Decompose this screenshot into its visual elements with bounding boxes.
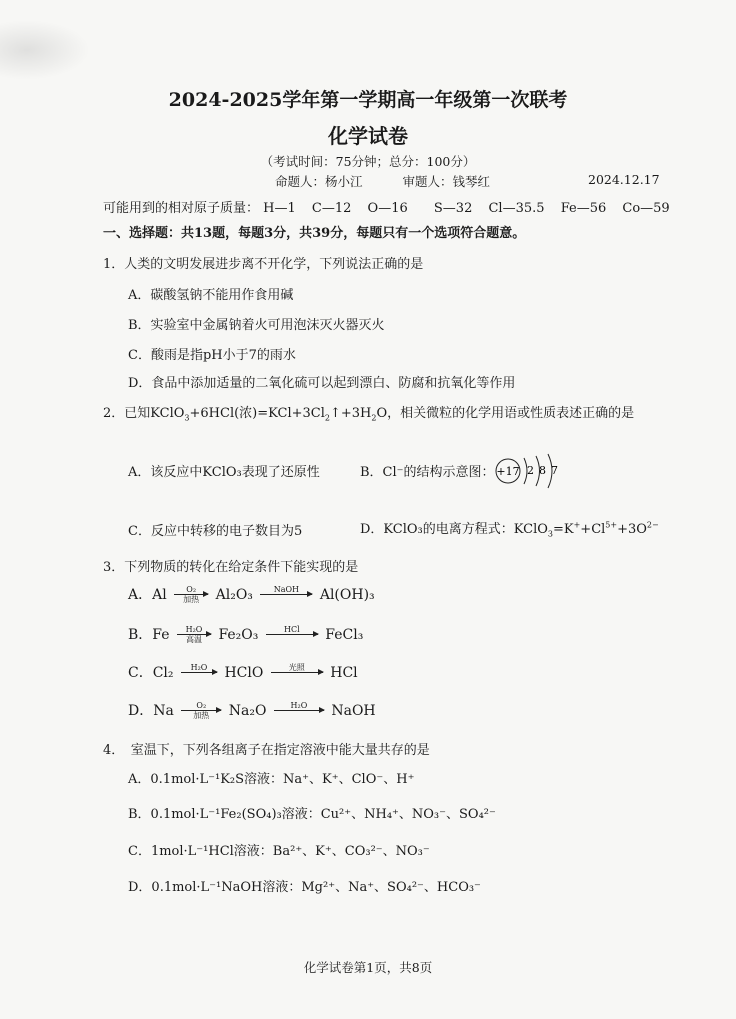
q2-equation: KClO$_3$+6HCl(浓)$=KCl+3Cl_2↑+3H_2O$ <box>150 406 388 423</box>
author-name: 杨小江 <box>325 174 363 189</box>
subject-title: 化学试卷 <box>328 124 408 148</box>
q3-d-arrow1: O₂ 加热 <box>181 701 221 721</box>
q3-a-arrow2: NaOH <box>260 585 312 605</box>
q2-option-d <box>360 518 659 537</box>
q1-option-c: C．酸雨是指pH小于7的雨水 <box>128 348 296 363</box>
q4-option-b: B．0.1mol·L⁻¹Fe₂(SO₄)₃溶液：Cu²⁺、NH₄⁺、NO₃⁻、SO₄²⁻ <box>128 807 496 822</box>
q4-option-a: A．0.1mol·L⁻¹K₂S溶液：Na⁺、K⁺、ClO⁻、H⁺ <box>128 772 415 787</box>
q3-option-a <box>128 584 375 605</box>
q3-d-label: D． <box>128 703 154 719</box>
mass-c: C—12 <box>311 201 352 216</box>
q3-b-label: B． <box>128 627 153 643</box>
q3-c-label: C． <box>128 665 153 681</box>
q4-stem: 4． 室温下，下列各组离子在指定溶液中能大量共存的是 <box>103 743 430 758</box>
q2-option-a: A．该反应中KClO₃表现了还原性 <box>128 465 320 480</box>
mass-h: H—1 <box>263 201 296 216</box>
q3-d-arrow2: H₂O <box>274 701 324 721</box>
q2-option-c: C．反应中转移的电子数目为5 <box>128 524 303 539</box>
q2-option-b: B．Cl⁻的结构示意图： <box>360 465 495 480</box>
reviewer-name: 钱琴红 <box>452 174 491 189</box>
atomic-masses-label: 可能用到的相对原子质量： <box>103 201 260 216</box>
q2-stem <box>103 402 634 421</box>
q2-option-d-prefix: D．KClO₃的电离方程式： <box>360 522 514 537</box>
q3-option-b <box>128 624 363 645</box>
shell-3-electrons: 7 <box>551 464 558 477</box>
atomic-masses <box>103 197 670 216</box>
exam-title: 2024-2025学年第一学期高一年级第一次联考 <box>168 89 568 111</box>
q4-option-c: C．1mol·L⁻¹HCl溶液：Ba²⁺、K⁺、CO₃²⁻、NO₃⁻ <box>128 844 430 859</box>
q3-d-species1: Na <box>153 703 174 719</box>
shell-1-electrons: 2 <box>527 464 534 477</box>
reviewer-label: 审题人： <box>402 174 453 189</box>
q3-c-arrow2: 光照 <box>271 663 323 683</box>
scan-shadow <box>0 20 90 80</box>
q3-option-c <box>128 662 358 683</box>
q3-d-species3: NaOH <box>331 703 376 719</box>
q2-number: 2．已知 <box>103 406 151 421</box>
q3-c-species3: HCl <box>330 665 358 681</box>
mass-cl: Cl—35.5 <box>488 201 545 216</box>
q3-c-arrow1: H₂O <box>181 663 217 683</box>
page-footer: 化学试卷第1页，共8页 <box>303 960 433 975</box>
q3-b-species3: FeCl₃ <box>325 627 364 643</box>
exam-date: 2024.12.17 <box>588 172 660 187</box>
mass-fe: Fe—56 <box>560 201 607 216</box>
q3-a-arrow1: O₂ 加热 <box>174 585 208 605</box>
mass-o: O—16 <box>367 201 408 216</box>
q1-option-d: D．食品中添加适量的二氧化硫可以起到漂白、防腐和抗氧化等作用 <box>128 376 516 391</box>
q3-b-arrow2: HCl <box>266 625 318 645</box>
q3-b-species1: Fe <box>152 627 170 643</box>
q3-a-species3: Al(OH)₃ <box>319 587 375 603</box>
exam-info: （考试时间：75分钟；总分：100分） <box>260 154 476 169</box>
q1-option-b: B．实验室中金属钠着火可用泡沫灭火器灭火 <box>128 318 385 333</box>
q3-b-species2: Fe₂O₃ <box>218 627 259 643</box>
ionization-equation: $KClO_3=K^++Cl^{5+}+3O^{2-}$ <box>513 520 659 539</box>
q3-d-species2: Na₂O <box>228 703 267 719</box>
shell-2-electrons: 8 <box>539 464 546 477</box>
q1-stem: 1．人类的文明发展进步离不开化学，下列说法正确的是 <box>103 257 424 272</box>
q1-option-a: A．碳酸氢钠不能用作食用碱 <box>128 288 294 303</box>
q3-option-d <box>128 700 376 721</box>
q4-option-d: D．0.1mol·L⁻¹NaOH溶液：Mg²⁺、Na⁺、SO₄²⁻、HCO₃⁻ <box>128 880 481 895</box>
nucleus-charge: +17 <box>496 465 520 478</box>
q3-b-arrow1: H₂O 高温 <box>177 625 211 645</box>
section1-heading: 一、选择题：共13题，每题3分，共39分，每题只有一个选项符合题意。 <box>103 226 526 241</box>
q3-a-species1: Al <box>152 587 167 603</box>
author-label: 命题人： <box>275 174 326 189</box>
q3-a-label: A． <box>128 587 153 603</box>
q3-c-species1: Cl₂ <box>152 665 174 681</box>
q3-stem: 3．下列物质的转化在给定条件下能实现的是 <box>103 560 359 575</box>
chloride-ion-structure-diagram <box>494 452 564 492</box>
mass-s: S—32 <box>433 201 473 216</box>
mass-co: Co—59 <box>622 201 670 216</box>
q2-stem-tail: ，相关微粒的化学用语或性质表述正确的是 <box>387 406 635 421</box>
authors-line <box>275 172 490 190</box>
q3-a-species2: Al₂O₃ <box>215 587 253 603</box>
q3-c-species2: HClO <box>224 665 264 681</box>
